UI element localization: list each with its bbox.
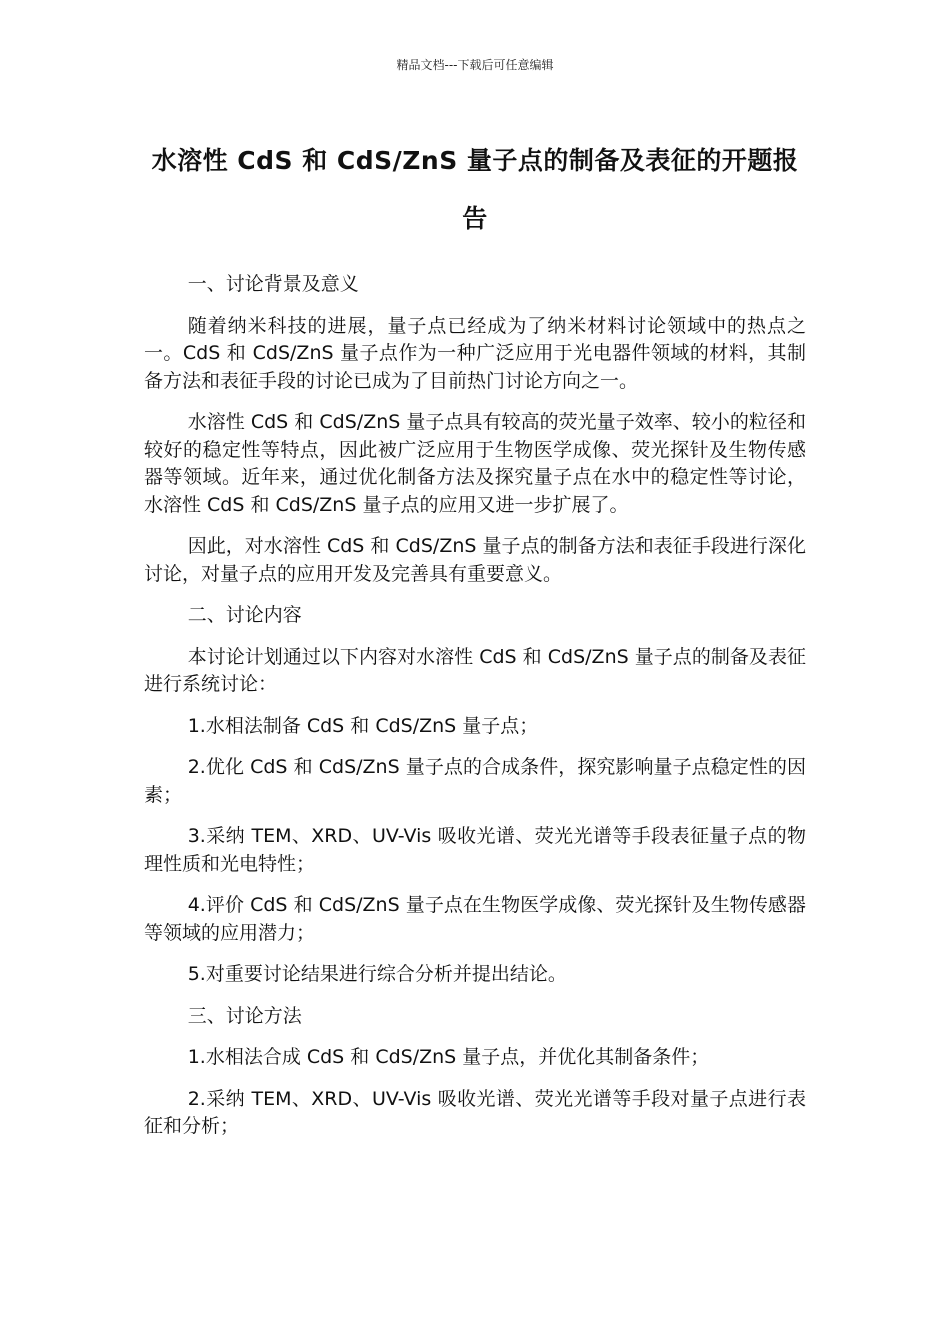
- body-paragraph: 随着纳米科技的进展，量子点已经成为了纳米材料讨论领域中的热点之一。CdS 和 CdS/ZnS 量子点作为一种广泛应用于光电器件领域的材料，其制备方法和表征手段的讨论已成为了目前热门讨论方向之一。: [144, 314, 806, 392]
- document-title: 水溶性 CdS 和 CdS/ZnS 量子点的制备及表征的开题报告: [151, 146, 799, 233]
- section-heading-methods: 三、讨论方法: [187, 1004, 302, 1027]
- list-item: 5.对重要讨论结果进行综合分析并提出结论。: [187, 963, 567, 985]
- document-body: [144, 271, 806, 1155]
- list-item: 4.评价 CdS 和 CdS/ZnS 量子点在生物医学成像、荧光探针及生物传感器等领域的应用潜力；: [144, 894, 806, 944]
- list-item: 1.水相法制备 CdS 和 CdS/ZnS 量子点；: [187, 714, 539, 737]
- body-paragraph: 因此，对水溶性 CdS 和 CdS/ZnS 量子点的制备方法和表征手段进行深化讨论，对量子点的应用开发及完善具有重要意义。: [144, 535, 806, 585]
- body-paragraph: 本讨论计划通过以下内容对水溶性 CdS 和 CdS/ZnS 量子点的制备及表征进行系统讨论：: [144, 645, 806, 695]
- list-item: 1.水相法合成 CdS 和 CdS/ZnS 量子点，并优化其制备条件；: [187, 1046, 710, 1068]
- list-item: 2.优化 CdS 和 CdS/ZnS 量子点的合成条件，探究影响量子点稳定性的因素；: [144, 756, 806, 806]
- body-paragraph: 水溶性 CdS 和 CdS/ZnS 量子点具有较高的荧光量子效率、较小的粒径和较好的稳定性等特点，因此被广泛应用于生物医学成像、荧光探针及生物传感器等领域。近年来，通过优化制备方法及探究量子点在水中的稳定性等讨论，水溶性 CdS 和 CdS/ZnS 量子点的应用又进一步扩展了。: [144, 411, 806, 516]
- section-heading-background: 一、讨论背景及意义: [187, 273, 359, 295]
- section-heading-content: 二、讨论内容: [187, 604, 302, 626]
- list-item: 3.采纳 TEM、XRD、UV-Vis 吸收光谱、荧光光谱等手段表征量子点的物理性质和光电特性；: [144, 825, 806, 875]
- page-header: 精品文档---下载后可任意编辑: [396, 58, 554, 72]
- list-item: 2.采纳 TEM、XRD、UV-Vis 吸收光谱、荧光光谱等手段对量子点进行表征和分析；: [144, 1087, 806, 1137]
